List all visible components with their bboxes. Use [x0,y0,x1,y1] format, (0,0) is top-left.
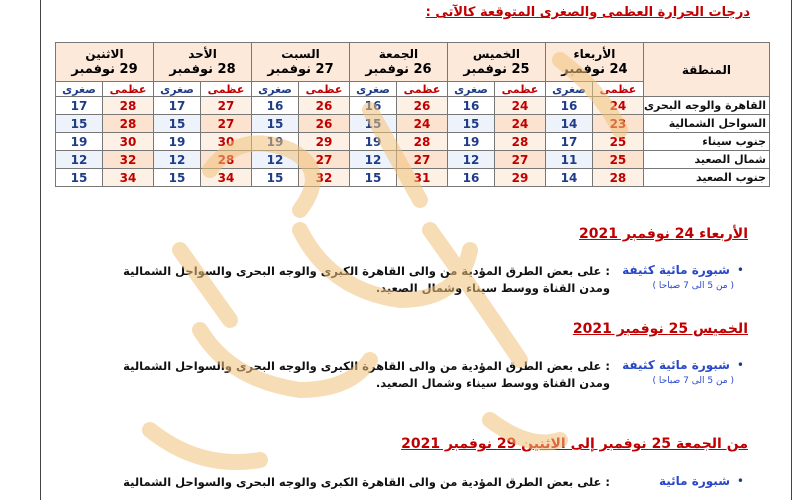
region-header: المنطقة [643,43,769,97]
max-temp-cell: 25 [592,151,643,169]
min-temp-cell: 16 [349,97,396,115]
region-cell: السواحل الشمالية [643,115,769,133]
max-temp-cell: 24 [396,115,447,133]
warning-description: : على بعض الطرق المؤدية من والى القاهرة الكبرى والوجه البحرى والسواحل الشمالية ومدن القناة ووسط سيناء وشمال الصعيد. [123,264,610,295]
min-temp-cell: 14 [545,115,592,133]
min-temp-cell: 17 [545,133,592,151]
min-temp-cell: 16 [447,97,494,115]
min-label: صغرى [349,82,396,97]
min-temp-cell: 15 [154,169,201,187]
min-label: صغرى [252,82,299,97]
day-header: الاثنين 29 نوفمبر [56,43,154,82]
max-label: عظمى [298,82,349,97]
max-temp-cell: 27 [494,151,545,169]
max-temp-cell: 26 [298,97,349,115]
max-temp-cell: 34 [103,169,154,187]
min-temp-cell: 19 [154,133,201,151]
min-label: صغرى [56,82,103,97]
max-temp-cell: 28 [103,115,154,133]
region-cell: شمال الصعيد [643,151,769,169]
max-label: عظمى [494,82,545,97]
max-temp-cell: 28 [103,97,154,115]
min-temp-cell: 16 [545,97,592,115]
min-temp-cell: 15 [154,115,201,133]
section-title: الأربعاء 24 نوفمبر 2021 [579,226,748,242]
section-title: من الجمعة 25 نوفمبر إلى الاثنين 29 نوفمبر 2021 [401,436,748,452]
table-row [56,169,770,187]
section-title: الخميس 25 نوفمبر 2021 [572,321,748,337]
max-temp-cell: 28 [396,133,447,151]
min-temp-cell: 12 [252,151,299,169]
day-header: الخميس 25 نوفمبر [447,43,545,82]
fog-warning-item [60,263,760,303]
table-header-row [56,43,770,82]
warning-description: : على بعض الطرق المؤدية من والى القاهرة الكبرى والوجه البحرى والسواحل الشمالية [123,475,610,489]
min-temp-cell: 15 [56,115,103,133]
max-temp-cell: 24 [494,97,545,115]
min-temp-cell: 12 [56,151,103,169]
warning-label: شبورة مائية كثيفة [622,358,730,372]
max-temp-cell: 26 [396,97,447,115]
min-temp-cell: 19 [349,133,396,151]
min-temp-cell: 16 [252,97,299,115]
table-row [56,151,770,169]
warning-label: شبورة مائية [658,474,730,488]
table-row [56,97,770,115]
table-row [56,115,770,133]
min-temp-cell: 15 [252,115,299,133]
max-temp-cell: 28 [592,169,643,187]
min-temp-cell: 15 [349,115,396,133]
min-label: صغرى [545,82,592,97]
day-header: الأربعاء 24 نوفمبر [545,43,643,82]
min-temp-cell: 12 [349,151,396,169]
day-header: السبت 27 نوفمبر [252,43,350,82]
min-temp-cell: 14 [545,169,592,187]
max-temp-cell: 28 [494,133,545,151]
max-label: عظمى [201,82,252,97]
min-temp-cell: 12 [447,151,494,169]
max-temp-cell: 29 [494,169,545,187]
min-label: صغرى [154,82,201,97]
max-temp-cell: 32 [298,169,349,187]
max-temp-cell: 30 [103,133,154,151]
min-temp-cell: 17 [154,97,201,115]
min-temp-cell: 11 [545,151,592,169]
table-row [56,133,770,151]
bullet-icon: • [736,474,744,488]
min-temp-cell: 12 [154,151,201,169]
max-temp-cell: 25 [592,133,643,151]
min-temp-cell: 15 [56,169,103,187]
min-temp-cell: 16 [447,169,494,187]
min-temp-cell: 15 [447,115,494,133]
min-temp-cell: 19 [252,133,299,151]
max-temp-cell: 32 [103,151,154,169]
max-temp-cell: 31 [396,169,447,187]
warning-time: ( من 5 الى 7 صباحا ) [652,376,734,386]
max-temp-cell: 24 [494,115,545,133]
warning-label: شبورة مائية كثيفة [622,263,730,277]
fog-warning-item [60,358,760,398]
max-temp-cell: 28 [201,151,252,169]
max-temp-cell: 27 [201,115,252,133]
region-cell: جنوب سيناء [643,133,769,151]
temperature-title: درجات الحرارة العظمى والصغرى المتوقعة كالآتى : [425,5,750,20]
day-header: الأحد 28 نوفمبر [154,43,252,82]
max-temp-cell: 24 [592,97,643,115]
max-temp-cell: 27 [201,97,252,115]
warning-time: ( من 5 الى 7 صباحا ) [652,281,734,291]
min-label: صغرى [447,82,494,97]
min-temp-cell: 19 [447,133,494,151]
warning-description: : على بعض الطرق المؤدية من والى القاهرة الكبرى والوجه البحرى والسواحل الشمالية ومدن القناة ووسط سيناء وشمال الصعيد. [123,359,610,390]
max-temp-cell: 29 [298,133,349,151]
region-cell: جنوب الصعيد [643,169,769,187]
fog-warning-item [60,474,760,500]
max-temp-cell: 34 [201,169,252,187]
temperature-table [55,42,770,187]
bullet-icon: • [736,358,744,372]
day-header: الجمعة 26 نوفمبر [349,43,447,82]
max-label: عظمى [103,82,154,97]
max-temp-cell: 26 [298,115,349,133]
max-label: عظمى [592,82,643,97]
max-temp-cell: 27 [298,151,349,169]
max-temp-cell: 27 [396,151,447,169]
min-temp-cell: 15 [349,169,396,187]
min-temp-cell: 15 [252,169,299,187]
max-temp-cell: 30 [201,133,252,151]
max-temp-cell: 23 [592,115,643,133]
max-label: عظمى [396,82,447,97]
min-temp-cell: 19 [56,133,103,151]
region-cell: القاهرة والوجه البحرى [643,97,769,115]
temperature-rows [56,97,770,187]
min-temp-cell: 17 [56,97,103,115]
bullet-icon: • [736,263,744,277]
